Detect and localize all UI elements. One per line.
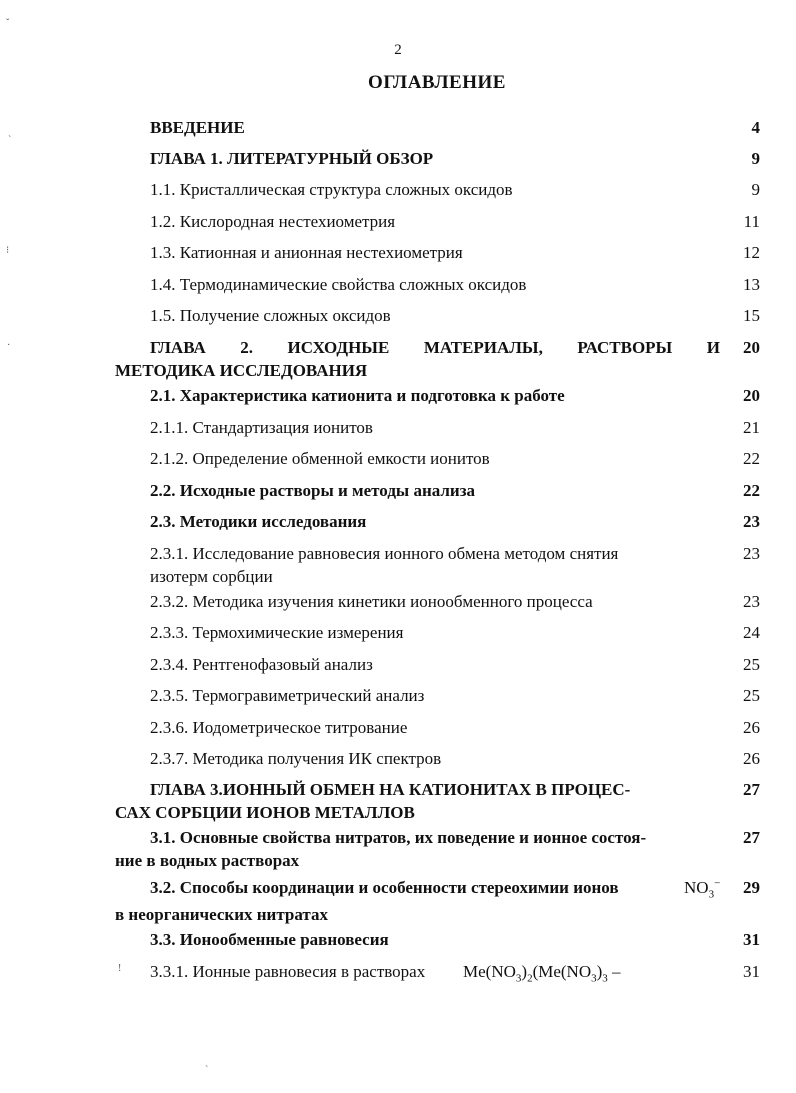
toc-entry-text: 2.3.5. Термогравиметрический анализ	[150, 686, 425, 705]
toc-entry-text: 1.1. Кристаллическая структура сложных оксидов	[150, 180, 513, 199]
nitrate-ion-formula: $NO_3^-$	[684, 877, 721, 901]
toc-entry-text: 2.3.6. Иодометрическое титрование	[150, 718, 408, 737]
toc-entry-text: 2.3.4. Рентгенофазовый анализ	[150, 655, 373, 674]
toc-entry-text: в неорганических нитратах	[115, 905, 328, 924]
scan-mark: ⁝	[6, 245, 10, 256]
toc-entry-text: 2.3.7. Методика получения ИК спектров	[150, 749, 442, 768]
toc-entry-page: 26	[743, 718, 760, 737]
scan-mark: ·	[7, 340, 11, 351]
toc-entry-text: ВВЕДЕНИЕ	[150, 118, 245, 137]
toc-entry-page: 27	[743, 828, 760, 847]
toc-entry-page: 20	[743, 386, 760, 405]
toc-entry-text: 2.3.2. Методика изучения кинетики ионообменного процесса	[150, 592, 593, 611]
toc-entry-page: 23	[743, 592, 760, 611]
toc-entry-text: МЕТОДИКА ИССЛЕДОВАНИЯ	[115, 361, 368, 380]
toc-entry-text: ГЛАВА 3.ИОННЫЙ ОБМЕН НА КАТИОНИТАХ В ПРОЦЕС-	[150, 780, 631, 799]
toc-entry-page: 9	[751, 149, 760, 168]
toc-entry-page: 29	[743, 878, 760, 897]
toc-entry-text: 3.3. Ионообменные равновесия	[150, 930, 389, 949]
toc-entry-text: ние в водных растворах	[115, 851, 300, 870]
toc-entry-text: 2.2. Исходные растворы и методы анализа	[150, 481, 476, 500]
scan-mark: !	[118, 963, 122, 974]
toc-entry-text: 2.3. Методики исследования	[150, 512, 367, 531]
toc-entry-text: 2.1. Характеристика катионита и подготовка к работе	[150, 386, 565, 405]
toc-entry-text: 1.5. Получение сложных оксидов	[150, 306, 391, 325]
toc-entry-page: 4	[751, 118, 760, 137]
toc-entry-text: изотерм сорбции	[150, 567, 273, 586]
page-title: ОГЛАВЛЕНИЕ	[368, 72, 506, 93]
toc-entry-page: 24	[743, 623, 760, 642]
toc-entry-text: САХ СОРБЦИИ ИОНОВ МЕТАЛЛОВ	[115, 803, 415, 822]
scan-mark: ˋ	[8, 135, 12, 146]
toc-entry-text: ГЛАВА 2. ИСХОДНЫЕ МАТЕРИАЛЫ, РАСТВОРЫ И	[150, 338, 720, 357]
metal-nitrate-formula: $Me(NO_3)_2(Me(NO_3)_3$ –	[463, 962, 621, 985]
toc-entry-text: 2.3.3. Термохимические измерения	[150, 623, 404, 642]
toc-entry-page: 22	[743, 481, 760, 500]
toc-entry-text: 2.3.1. Исследование равновесия ионного обмена методом снятия	[150, 544, 619, 563]
toc-entry-page: 23	[743, 512, 760, 531]
toc-entry-page: 9	[751, 180, 760, 199]
toc-entry-page: 22	[743, 449, 760, 468]
toc-entry-text: 2.1.1. Стандартизация ионитов	[150, 418, 373, 437]
toc-entry-text: 3.1. Основные свойства нитратов, их поведение и ионное состоя-	[150, 828, 647, 847]
scan-mark: ˇ	[6, 18, 10, 29]
toc-entry-page: 21	[743, 418, 760, 437]
toc-entry-text: 3.3.1. Ионные равновесия в растворах	[150, 962, 426, 981]
toc-entry-text: 1.2. Кислородная нестехиометрия	[150, 212, 396, 231]
toc-entry-page: 25	[743, 655, 760, 674]
toc-entry-text: 1.3. Катионная и анионная нестехиометрия	[150, 243, 463, 262]
toc-entry-page: 25	[743, 686, 760, 705]
toc-entry-page: 20	[743, 338, 760, 357]
toc-entry-page: 11	[743, 212, 760, 231]
page-number: 2	[394, 42, 402, 58]
toc-entry-page: 26	[743, 749, 760, 768]
scan-mark: ˋ	[205, 1065, 209, 1076]
toc-entry-text: 2.1.2. Определение обменной емкости ионитов	[150, 449, 490, 468]
toc-entry-page: 13	[743, 275, 760, 294]
toc-entry-text: 1.4. Термодинамические свойства сложных оксидов	[150, 275, 527, 294]
toc-entry-text: ГЛАВА 1. ЛИТЕРАТУРНЫЙ ОБЗОР	[150, 149, 434, 168]
toc-entry-page: 31	[743, 962, 760, 981]
toc-entry-page: 15	[743, 306, 760, 325]
toc-entry-page: 31	[743, 930, 760, 949]
toc-entry-text: 3.2. Способы координации и особенности стереохимии ионов	[150, 878, 619, 897]
toc-entry-page: 12	[743, 243, 760, 262]
toc-entry-page: 27	[743, 780, 760, 799]
toc-entry-page: 23	[743, 544, 760, 563]
